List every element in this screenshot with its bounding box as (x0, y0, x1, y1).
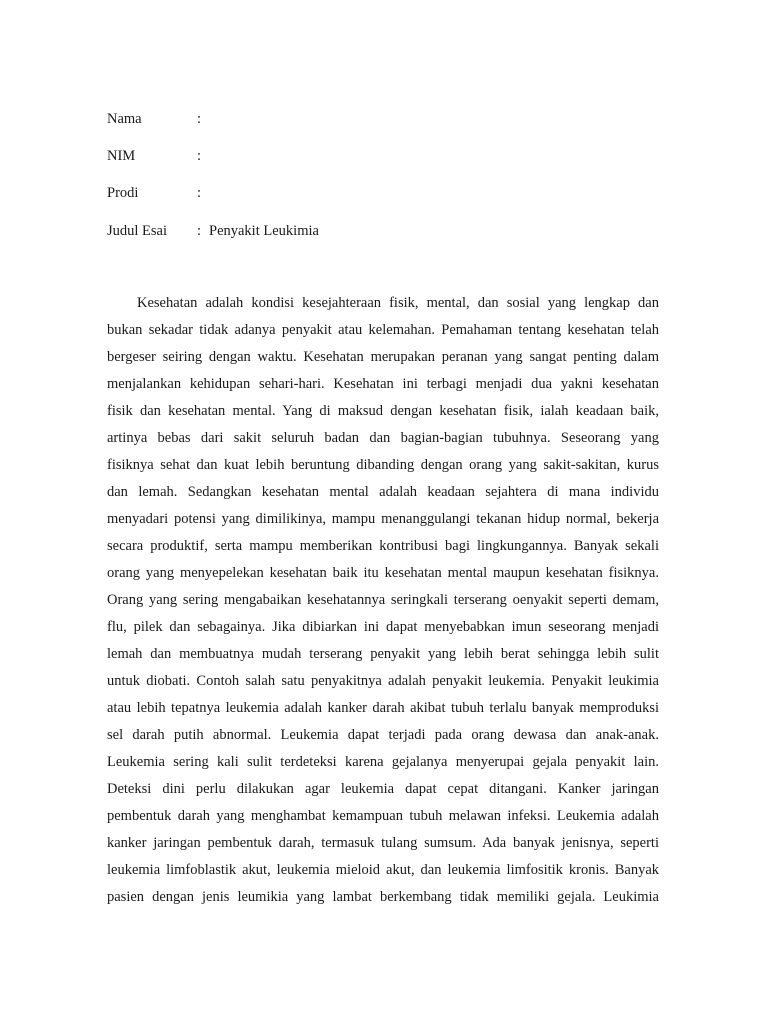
essay-line: Kesehatan adalah kondisi kesejahteraan fisik, mental, dan sosial yang lengkap dan (137, 295, 659, 311)
essay-line: menyadari potensi yang dimilikinya, mampu menanggulangi tekanan hidup normal, bekerja (107, 511, 659, 527)
essay-line: leukemia limfoblastik akut, leukemia mieloid akut, dan leukemia limfositik kronis. Banyak (107, 862, 659, 878)
essay-line: bukan sekadar tidak adanya penyakit atau kelemahan. Pemahaman tentang kesehatan telah (107, 322, 659, 338)
field-colon: : (197, 223, 202, 239)
field-colon: : (197, 148, 202, 164)
field-colon: : (197, 111, 202, 127)
essay-line: bergeser seiring dengan waktu. Kesehatan merupakan peranan yang sangat penting dalam (107, 349, 659, 365)
essay-line: Deteksi dini perlu dilakukan agar leukemia dapat cepat ditangani. Kanker jaringan (107, 781, 659, 797)
essay-line: flu, pilek dan sebagainya. Jika dibiarkan ini dapat menyebabkan imun seseorang menjadi (107, 619, 659, 635)
essay-line: sel darah putih abnormal. Leukemia dapat terjadi pada orang dewasa dan anak-anak. (107, 727, 659, 743)
essay-line: Orang yang sering mengabaikan kesehatannya seringkali terserang oenyakit seperti demam, (107, 592, 659, 608)
field-colon: : (197, 185, 202, 201)
essay-line: artinya bebas dari sakit seluruh badan dan bagian-bagian tubuhnya. Seseorang yang (107, 430, 659, 446)
essay-line: Leukemia sering kali sulit terdeteksi karena gejalanya menyerupai gejala penyakit lain. (107, 754, 659, 770)
field-label: NIM (107, 148, 136, 164)
essay-line: pembentuk darah yang menghambat kemampuan tubuh melawan infeksi. Leukemia adalah (107, 808, 659, 824)
essay-line: kanker jaringan pembentuk darah, termasuk tulang sumsum. Ada banyak jenisnya, seperti (107, 835, 659, 851)
essay-line: dan lemah. Sedangkan kesehatan mental adalah keadaan sejahtera di mana individu (107, 484, 659, 500)
field-label: Judul Esai (107, 223, 168, 239)
essay-line: menjalankan kehidupan sehari-hari. Kesehatan ini terbagi menjadi dua yakni kesehatan (107, 376, 659, 392)
essay-line: untuk diobati. Contoh salah satu penyakitnya adalah penyakit leukemia. Penyakit leukimia (107, 673, 659, 689)
essay-line: orang yang menyepelekan kesehatan baik itu kesehatan mental maupun kesehatan fisiknya. (107, 565, 659, 581)
field-label: Prodi (107, 185, 139, 201)
essay-line: atau lebih tepatnya leukemia adalah kanker darah akibat tubuh terlalu banyak memproduksi (107, 700, 659, 716)
essay-line: fisiknya sehat dan kuat lebih beruntung dibanding dengan orang yang sakit-sakitan, kurus (107, 457, 659, 473)
field-label: Nama (107, 111, 142, 127)
essay-line: secara produktif, serta mampu memberikan kontribusi bagi lingkungannya. Banyak sekali (107, 538, 659, 554)
essay-line: lemah dan membuatnya mudah terserang penyakit yang lebih berat sehingga lebih sulit (107, 646, 659, 662)
essay-line: pasien dengan jenis leumikia yang lambat berkembang tidak memiliki gejala. Leukimia (107, 889, 659, 905)
essay-line: fisik dan kesehatan mental. Yang di maksud dengan kesehatan fisik, ialah keadaan baik, (107, 403, 659, 419)
essay-title: Penyakit Leukimia (209, 223, 319, 239)
